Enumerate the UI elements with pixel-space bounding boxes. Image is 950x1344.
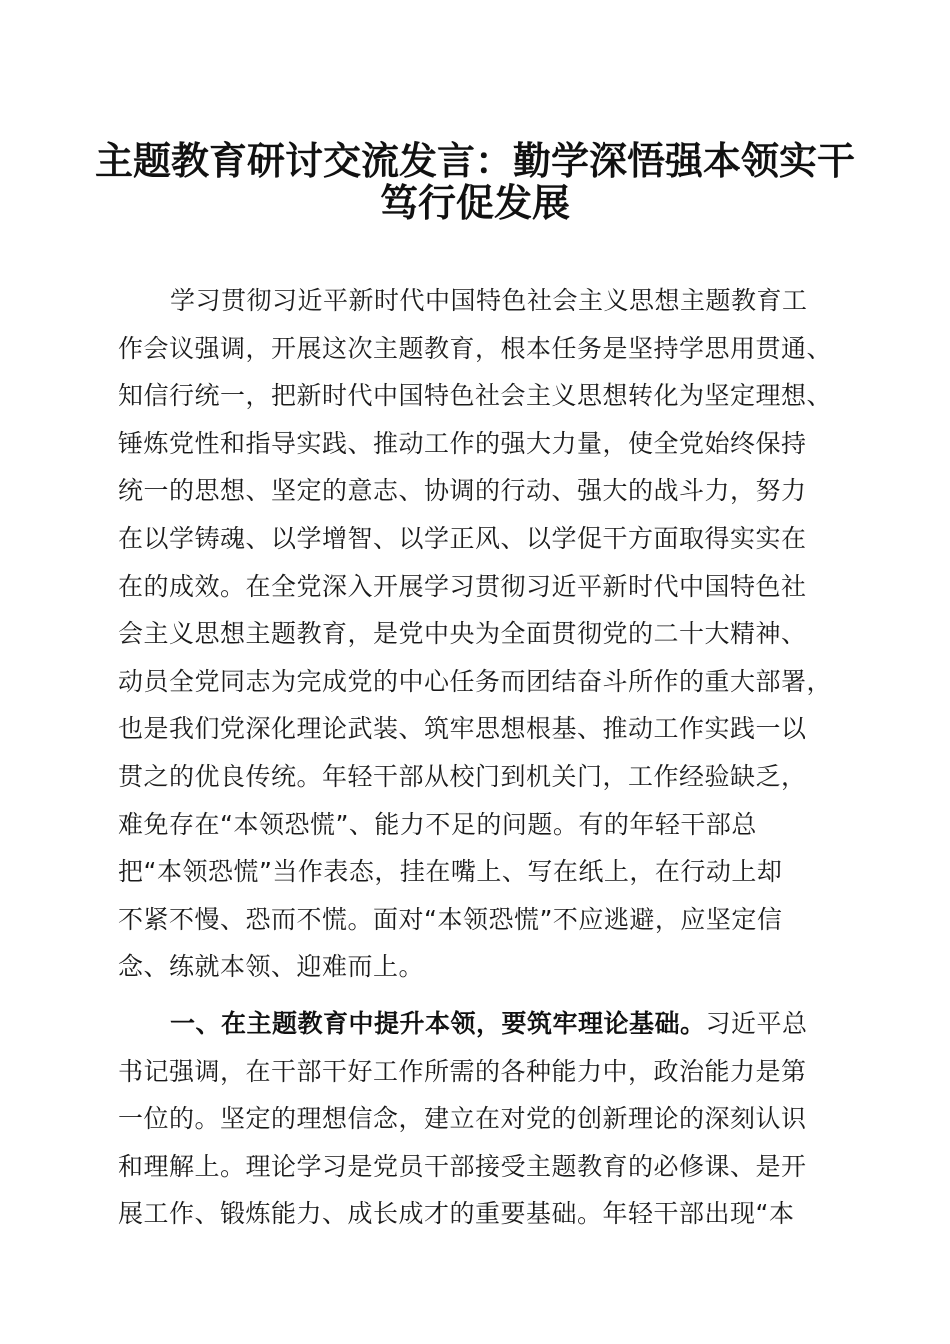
paragraph-line: 念、练就本领、迎难而上。	[118, 952, 425, 982]
paragraph-line: 一位的。坚定的理想信念，建立在对党的创新理论的深刻认识	[118, 1104, 807, 1134]
paragraph-line: 难免存在“本领恐慌”、能力不足的问题。有的年轻干部总	[118, 809, 757, 839]
paragraph-line: 也是我们党深化理论武装、筑牢思想根基、推动工作实践一以	[118, 714, 807, 744]
paragraph-line: 不紧不慢、恐而不慌。面对“本领恐慌”不应逃避，应坚定信	[118, 904, 783, 934]
paragraph-line: 学习贯彻习近平新时代中国特色社会主义思想主题教育工	[170, 286, 808, 315]
paragraph-1	[118, 277, 838, 991]
document-body	[118, 277, 838, 1238]
section-heading: 一、在主题教育中提升本领，要筑牢理论基础。	[170, 1008, 706, 1038]
paragraph-line: 展工作、锻炼能力、成长成才的重要基础。年轻干部出现“本	[118, 1199, 795, 1229]
paragraph-line: 会主义思想主题教育，是党中央为全面贯彻党的二十大精神、	[118, 619, 807, 649]
paragraph-line: 和理解上。理论学习是党员干部接受主题教育的必修课、是开	[118, 1151, 807, 1181]
paragraph-line: 动员全党同志为完成党的中心任务而团结奋斗所作的重大部署，	[118, 666, 833, 696]
paragraph-text: 习近平总	[705, 1008, 808, 1038]
paragraph-2	[118, 1000, 838, 1238]
paragraph-line: 作会议强调，开展这次主题教育，根本任务是坚持学思用贯通、	[118, 333, 833, 363]
paragraph-line: 把“本领恐慌”当作表态，挂在嘴上、写在纸上，在行动上却	[118, 857, 783, 887]
paragraph-line	[118, 1000, 838, 1048]
document-title-line-2: 笃行促发展	[379, 180, 570, 225]
paragraph-line: 贯之的优良传统。年轻干部从校门到机关门，工作经验缺乏，	[118, 761, 807, 791]
paragraph-line: 知信行统一，把新时代中国特色社会主义思想转化为坚定理想、	[118, 381, 833, 411]
paragraph-line: 书记强调，在干部干好工作所需的各种能力中，政治能力是第	[118, 1056, 807, 1086]
paragraph-line: 统一的思想、坚定的意志、协调的行动、强大的战斗力，努力	[118, 476, 807, 506]
document-title-line-1: 主题教育研讨交流发言：勤学深悟强本领实干	[94, 138, 855, 183]
paragraph-line: 锤炼党性和指导实践、推动工作的强大力量，使全党始终保持	[118, 428, 807, 458]
paragraph-line: 在的成效。在全党深入开展学习贯彻习近平新时代中国特色社	[118, 571, 807, 601]
paragraph-line: 在以学铸魂、以学增智、以学正风、以学促干方面取得实实在	[118, 523, 807, 553]
